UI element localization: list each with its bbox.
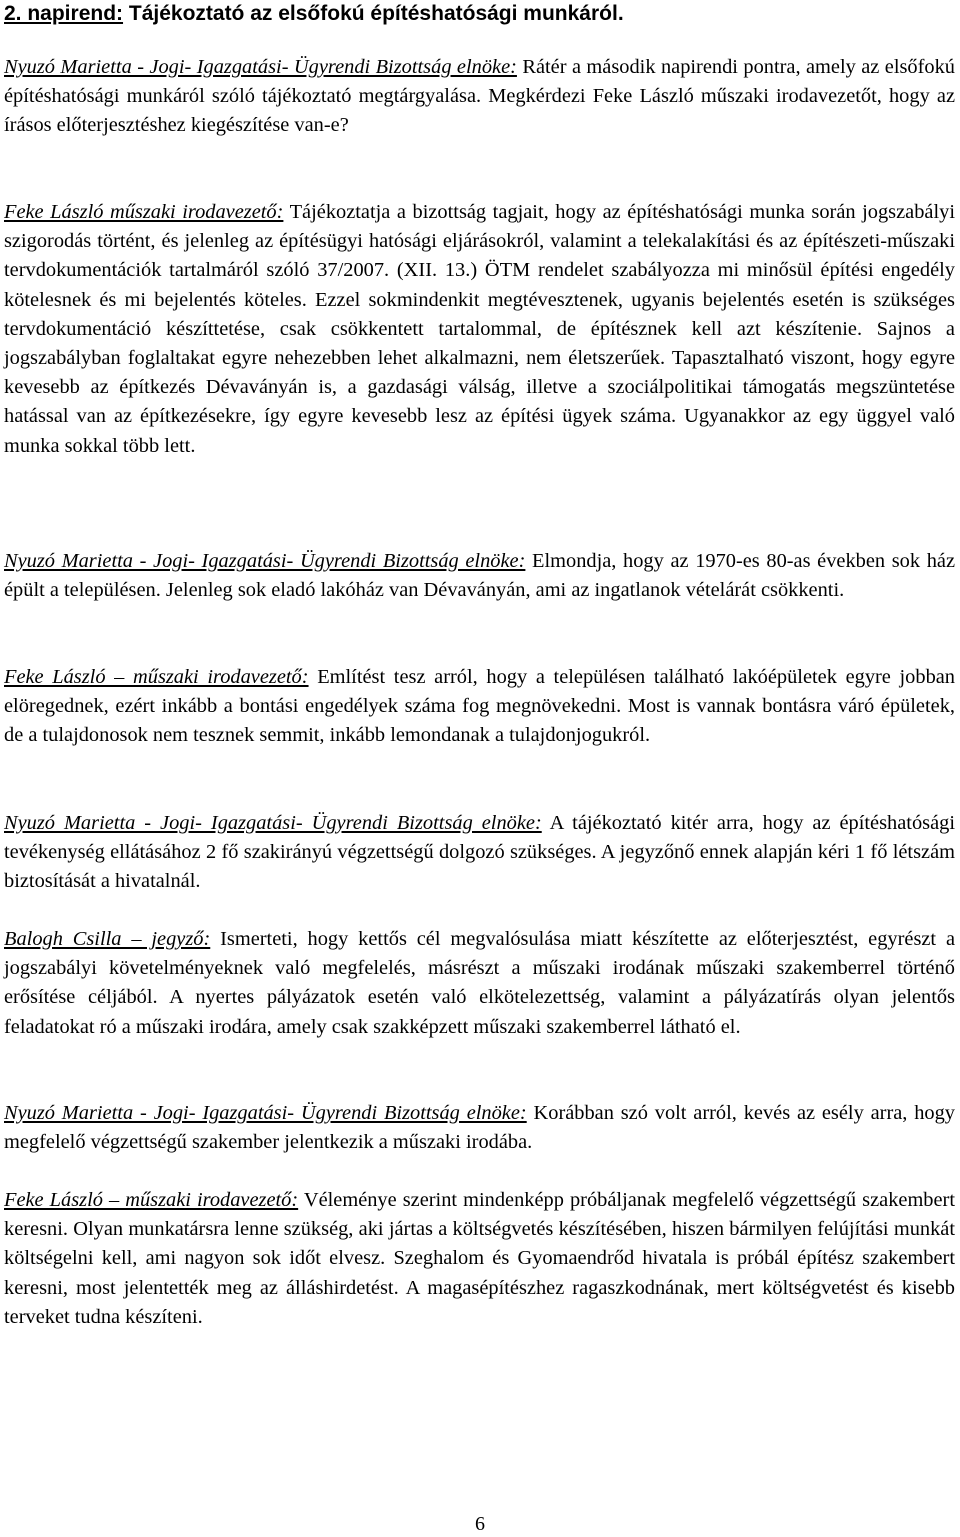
paragraph-2	[4, 198, 955, 461]
paragraph-4	[4, 663, 955, 751]
paragraph-text: Véleménye szerint mindenképp próbáljanak megfelelő végzettségű szakembert keresni. Olyan munkatársra lenne szükség, aki jártas a költségvetés készítésében, hiszen bármilyen felújítási munkát költségelni kell, ami nagyon sok időt elvesz. Szeghalom és Gyomaendrőd hivatala is próbál építész szakembert keresni, most jelentették meg az álláshirdetést. A magasépítészhez ragaszkodnának, mert költségvetést és kisebb terveket tudna készíteni.	[4, 1189, 956, 1328]
speaker-name: Feke László műszaki irodavezető:	[4, 201, 284, 223]
paragraph-8	[4, 1186, 955, 1332]
paragraph-5	[4, 809, 955, 897]
paragraph-1	[4, 53, 955, 141]
paragraph-text: Ismerteti, hogy kettős cél megvalósulása miatt készítette az előterjesztést, egyrészt a jogszabályi követelményeknek való megfelelés, másrészt a műszaki irodának műszaki szakemberrel történő erősítése céljából. A nyertes pályázatok esetén való elkötelezettség, valamint a pályázatírás olyan jelentős feladatokat ró a műszaki irodára, amely csak szakképzett műszaki szakemberrel látható el.	[4, 928, 955, 1038]
paragraph-6	[4, 925, 955, 1042]
speaker-name: Balogh Csilla – jegyző:	[4, 928, 211, 950]
paragraph-3	[4, 547, 955, 605]
speaker-name: Feke László – műszaki irodavezető:	[4, 666, 309, 688]
speaker-name: Nyuzó Marietta - Jogi- Igazgatási- Ügyrendi Bizottság elnöke:	[4, 56, 517, 78]
page-number: 6	[475, 1513, 485, 1535]
paragraph-text: Rátér a második napirendi pontra, amely az elsőfokú építéshatósági munkáról szóló tájékoztató megtárgyalása. Megkérdezi Feke László műszaki irodavezetőt, hogy az írásos előterjesztéshez kiegészítése van-e?	[4, 56, 956, 137]
paragraph-text: A tájékoztató kitér arra, hogy az építéshatósági tevékenység ellátásához 2 fő szakirányú végzettségű dolgozó szükséges. A jegyzőnő ennek alapján kéri 1 fő létszám biztosítását a hivatalnál.	[4, 812, 955, 893]
paragraph-text: Elmondja, hogy az 1970-es 80-as években sok ház épült a településen. Jelenleg sok eladó lakóház van Dévaványán, ami az ingatlanok vételárát csökkenti.	[4, 550, 956, 602]
speaker-name: Nyuzó Marietta - Jogi- Igazgatási- Ügyrendi Bizottság elnöke:	[4, 1102, 527, 1124]
agenda-heading	[4, 0, 954, 28]
speaker-name: Nyuzó Marietta - Jogi- Igazgatási- Ügyrendi Bizottság elnöke:	[4, 812, 542, 834]
agenda-number: 2. napirend:	[4, 2, 124, 25]
paragraph-text: Tájékoztatja a bizottság tagjait, hogy az építéshatósági munka során jogszabályi szigorodás történt, és jelenleg az építésügyi hatósági eljárásokról, valamint a telekalakítási és az építészeti-műszaki tervdokumentációk tartalmáról szóló 37/2007. (XII. 13.) ÖTM rendelet szabályozza mi minősül építési engedély kötelesnek és mi bejelentés köteles. Ezzel sokmindenkit megtévesztenek, ugyanis bejelentés esetén is szükséges tervdokumentáció készíttetése, csak csökkentett tartalommal, de építésznek kell azt készítenie. Sajnos a jogszabályban foglaltakat egyre nehezebben lehet alkalmazni, nem életszerűek. Tapasztalható viszont, hogy egyre kevesebb az építkezés Dévaványán is, a gazdasági válság, illetve a szociálpolitikai támogatás megszüntetése hatással van az építkezésekre, így egyre kevesebb lesz az építési ügyek száma. Ugyanakkor az egy üggyel való munka sokkal több lett.	[4, 201, 955, 457]
paragraph-text: Korábban szó volt arról, kevés az esély arra, hogy megfelelő végzettségű szakember jelentkezik a műszaki irodába.	[4, 1102, 955, 1154]
agenda-title: Tájékoztató az elsőfokú építéshatósági munkáról.	[123, 2, 624, 25]
speaker-name: Nyuzó Marietta - Jogi- Igazgatási- Ügyrendi Bizottság elnöke:	[4, 550, 526, 572]
speaker-name: Feke László – műszaki irodavezető:	[4, 1189, 299, 1211]
paragraph-text: Említést tesz arról, hogy a településen található lakóépületek egyre jobban elöregednek, ezért inkább a bontási engedélyek száma fog megnövekedni. Most is vannak bontásra váró épületek, de a tulajdonosok nem tesznek semmit, inkább lemondanak a tulajdonjogukról.	[4, 666, 956, 747]
paragraph-7	[4, 1099, 955, 1157]
